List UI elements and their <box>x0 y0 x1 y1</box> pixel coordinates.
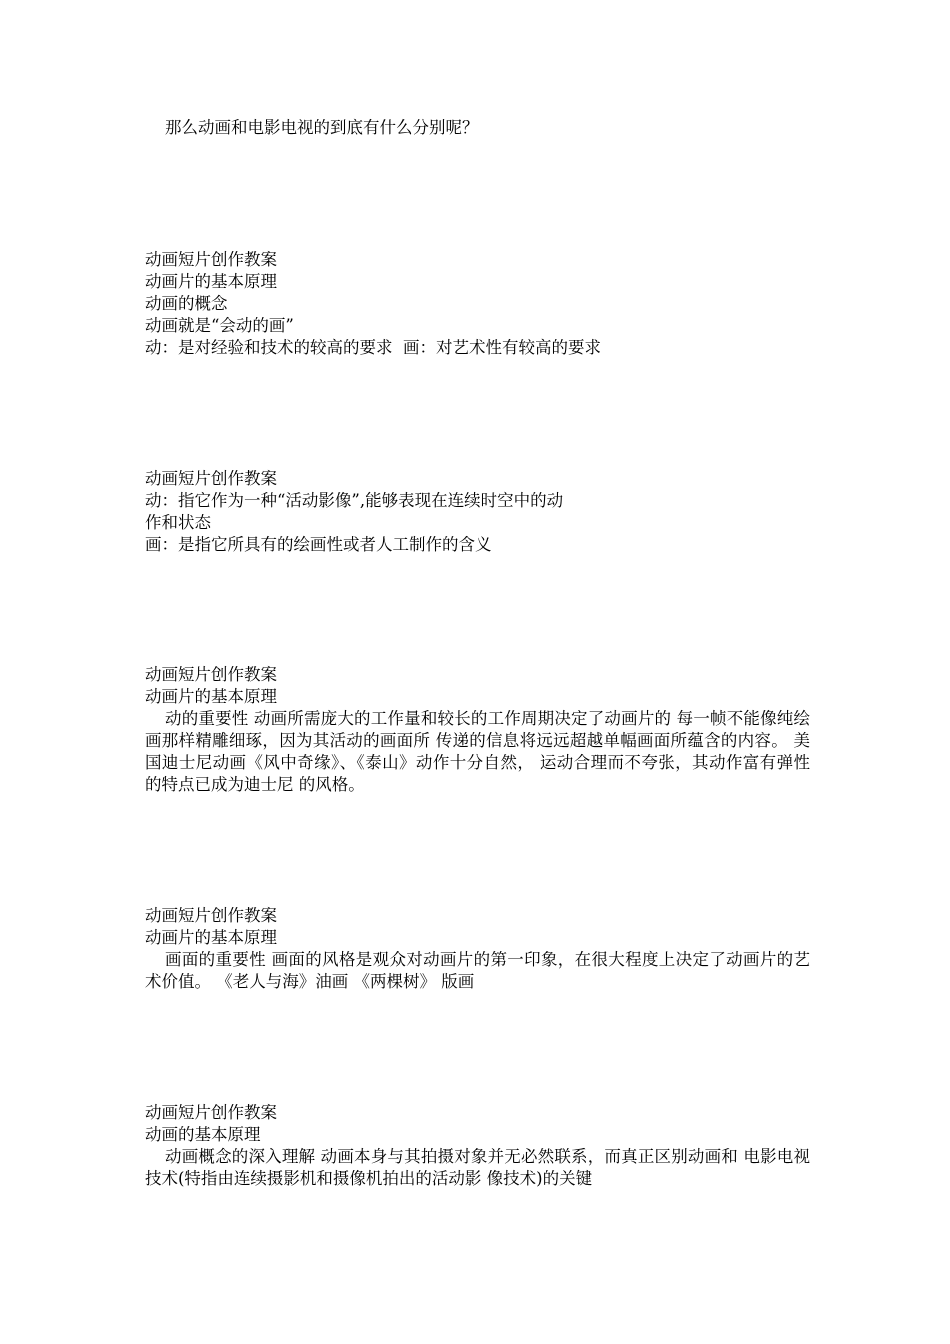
intro-question: 那么动画和电影电视的到底有什么分别呢？ <box>165 118 479 137</box>
section-title: 动画短片创作教案 <box>145 469 277 488</box>
section-title: 动画短片创作教案 <box>145 1103 277 1122</box>
text-line: 作和状态 <box>145 513 211 532</box>
body-paragraph: 动的重要性 动画所需庞大的工作量和较长的工作周期决定了动画片的 每一帧不能像纯绘画那样精雕细琢，因为其活动的画面所 传递的信息将远远超越单幅画面所蕴含的内容。 美国迪士尼动画《风中奇缘》、《泰山》动作十分自然， 运动合理而不夸张，其动作富有弹性的特点已成为迪士尼 的风格。 <box>145 709 810 794</box>
section-title: 动画短片创作教案 <box>145 250 277 269</box>
text-line: 动画的概念 <box>145 294 228 313</box>
section-subtitle: 动画的基本原理 <box>145 1125 261 1144</box>
text-line: 动：是对经验和技术的较高的要求 画：对艺术性有较高的要求 <box>145 338 601 357</box>
body-paragraph: 画面的重要性 画面的风格是观众对动画片的第一印象，在很大程度上决定了动画片的艺术价值。 《老人与海》油画 《两棵树》 版画 <box>145 950 810 991</box>
section-subtitle: 动画片的基本原理 <box>145 928 277 947</box>
section-subtitle: 动画片的基本原理 <box>145 272 277 291</box>
body-paragraph: 动画概念的深入理解 动画本身与其拍摄对象并无必然联系，而真正区别动画和 电影电视技术(特指由连续摄影机和摄像机拍出的活动影 像技术)的关键 <box>145 1147 810 1188</box>
section-subtitle: 动画片的基本原理 <box>145 687 277 706</box>
text-line: 动画就是“会动的画” <box>145 316 294 335</box>
section-title: 动画短片创作教案 <box>145 665 277 684</box>
text-line: 动：指它作为一种“活动影像”,能够表现在连续时空中的动 <box>145 491 564 510</box>
text-line: 画：是指它所具有的绘画性或者人工制作的含义 <box>145 535 492 554</box>
section-title: 动画短片创作教案 <box>145 906 277 925</box>
